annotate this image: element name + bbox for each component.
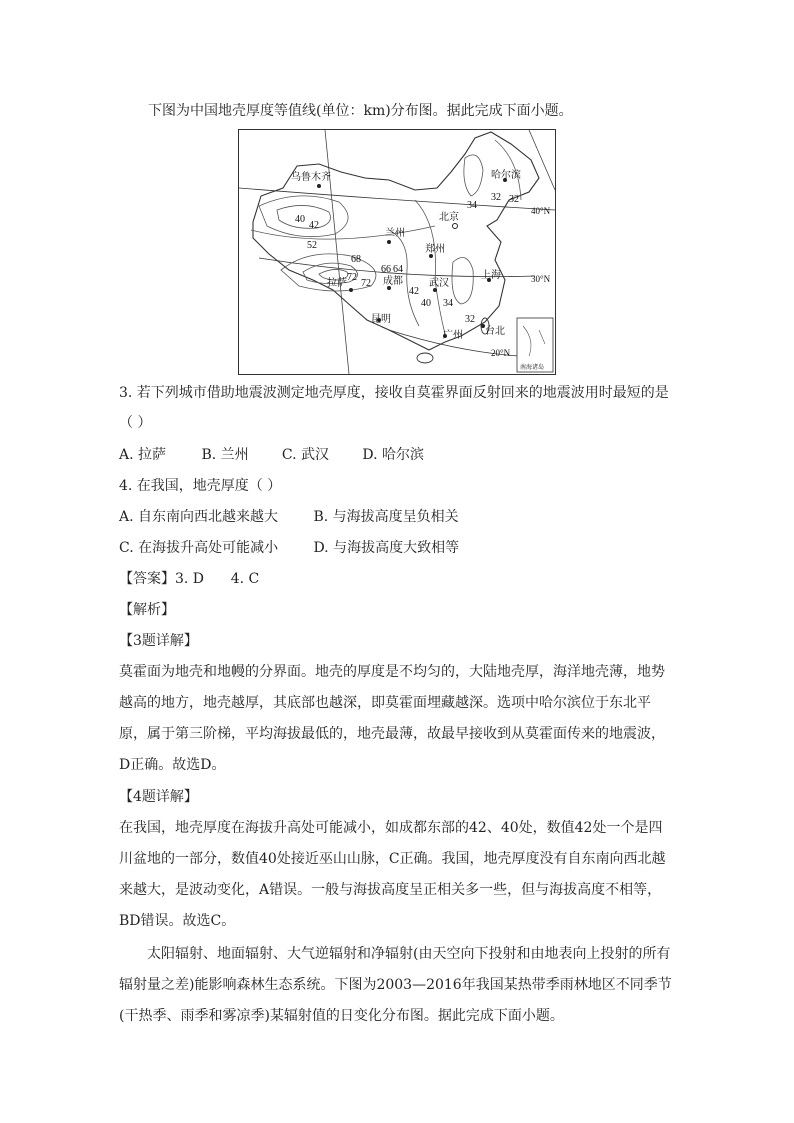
south-sea-inset bbox=[517, 318, 553, 372]
inset-label: 南海诸岛 bbox=[520, 365, 545, 371]
text-line: 太阳辐射、地面辐射、大气逆辐射和净辐射(由天空向下投射和由地表向上投射的所有 bbox=[147, 946, 671, 962]
city-label: 武汉 bbox=[429, 278, 449, 289]
contour-value: 42 bbox=[309, 220, 319, 231]
city-label: 成都 bbox=[383, 276, 403, 287]
city-label: 兰州 bbox=[385, 228, 405, 239]
detail-3-label: 【3题详解】 bbox=[119, 633, 198, 649]
contour-value: 34 bbox=[443, 298, 453, 309]
detail-4-text bbox=[119, 813, 679, 937]
text-line: 辐射量之差)能影响森林生态系统。下图为2003—2016年我国某热带季雨林地区不同季节 bbox=[119, 977, 672, 993]
question-4-options-row2 bbox=[119, 538, 459, 558]
lat-40-line bbox=[239, 188, 555, 210]
intro-text: 下图为中国地壳厚度等值线(单位：km)分布图。据此完成下面小题。 bbox=[148, 103, 573, 119]
lat-label: 20°N bbox=[491, 348, 511, 358]
text-line: (干热季、雨季和雾凉季)某辐射值的日变化分布图。据此完成下面小题。 bbox=[119, 1008, 564, 1024]
option: A. 自东南向西北越来越大 bbox=[119, 509, 279, 525]
contour-value: 66 bbox=[381, 264, 391, 275]
contour-value: 42 bbox=[409, 286, 419, 297]
text-line: 来越大，是波动变化，A错误。一般与海拔高度呈正相关多一些，但与海拔高度不相等， bbox=[119, 882, 662, 898]
contour-value: 72 bbox=[347, 272, 357, 283]
city-dot-beijing bbox=[453, 224, 458, 229]
contour-value: 52 bbox=[307, 240, 317, 251]
option: C. 武汉 bbox=[281, 447, 330, 463]
option: B. 兰州 bbox=[201, 447, 249, 463]
contour-value: 72 bbox=[361, 278, 371, 289]
contour-value: 32 bbox=[465, 314, 475, 325]
city-label: 郑州 bbox=[425, 244, 445, 255]
china-outline bbox=[253, 132, 539, 350]
contour-value: 34 bbox=[467, 200, 477, 211]
hainan-island bbox=[417, 353, 433, 363]
option: A. 拉萨 bbox=[119, 447, 167, 463]
text-line: 川盆地的一部分，数值40处接近巫山山脉，C正确。我国，地壳厚度没有自东南向西北越 bbox=[119, 851, 666, 867]
question-4-stem: 4. 在我国，地壳厚度（ ） bbox=[119, 478, 282, 494]
contour-value: 32 bbox=[509, 194, 519, 205]
text-line: 在我国，地壳厚度在海拔升高处可能减小，如成都东部的42、40处，数值42处一个是四 bbox=[119, 820, 663, 836]
map-drawing bbox=[239, 130, 555, 374]
city-label: 北京 bbox=[439, 212, 459, 223]
contour-i bbox=[452, 258, 473, 305]
text-line: BD错误。故选C。 bbox=[119, 913, 236, 929]
contour-j bbox=[464, 155, 483, 196]
city-dot-lhasa bbox=[349, 288, 353, 292]
option: B. 与海拔高度呈负相关 bbox=[313, 509, 459, 525]
city-label: 拉萨 bbox=[327, 278, 347, 289]
text-line: 原，属于第三阶梯，平均海拔最低的，地壳最薄，故最早接收到从莫霍面传来的地震波， bbox=[119, 726, 665, 742]
analysis-label: 【解析】 bbox=[119, 602, 175, 618]
city-label: 哈尔滨 bbox=[491, 170, 521, 181]
crust-thickness-map bbox=[238, 129, 556, 375]
question-3-options bbox=[119, 445, 424, 465]
meridian-west bbox=[325, 130, 349, 374]
city-label: 昆明 bbox=[371, 314, 391, 325]
option: D. 哈尔滨 bbox=[362, 447, 424, 463]
contour-value: 40 bbox=[295, 214, 305, 225]
city-label: 乌鲁木齐 bbox=[291, 172, 331, 183]
contour-value: 68 bbox=[351, 254, 361, 265]
city-label: 上海 bbox=[481, 270, 501, 281]
option: C. 在海拔升高处可能减小 bbox=[119, 540, 279, 556]
city-label: 广州 bbox=[443, 330, 463, 341]
next-passage bbox=[119, 939, 679, 1032]
city-dot-lanzhou bbox=[387, 240, 391, 244]
question-3-stem: 3. 若下列城市借助地震波测定地壳厚度，接收自莫霍界面反射回来的地震波用时最短的是 bbox=[119, 385, 669, 401]
contour-value: 32 bbox=[491, 192, 501, 203]
option: D. 与海拔高度大致相等 bbox=[313, 540, 460, 556]
question-3-paren: （ ） bbox=[119, 415, 152, 431]
text-line: 莫霍面为地壳和地幔的分界面。地壳的厚度是不均匀的，大陆地壳厚，海洋地壳薄，地势 bbox=[119, 664, 665, 680]
contour-value: 64 bbox=[393, 264, 403, 275]
meridian-east bbox=[529, 130, 555, 190]
city-label: 台北 bbox=[485, 326, 505, 337]
question-4-options-row1 bbox=[119, 507, 459, 527]
city-dot-urumqi bbox=[317, 184, 321, 188]
detail-3-text bbox=[119, 657, 679, 781]
answer-line: 【答案】3. D 4. C bbox=[119, 571, 260, 587]
lat-label: 30°N bbox=[531, 274, 551, 284]
detail-4-label: 【4题详解】 bbox=[119, 789, 198, 805]
text-line: D正确。故选D。 bbox=[119, 757, 226, 773]
text-line: 越高的地方，地壳越厚，其底部也越深，即莫霍面埋藏越深。选项中哈尔滨位于东北平 bbox=[119, 695, 651, 711]
contour-value: 40 bbox=[421, 298, 431, 309]
lat-label: 40°N bbox=[531, 206, 551, 216]
